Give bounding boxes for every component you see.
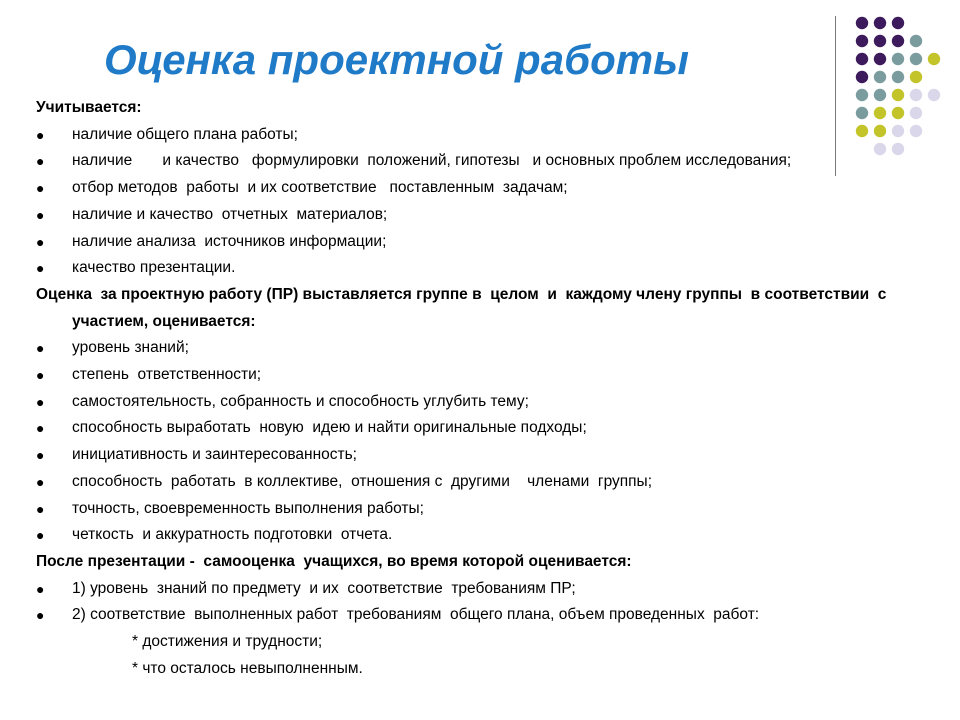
bullet-icon: ● (36, 260, 45, 277)
bullet-icon: ● (36, 233, 45, 250)
decor-dot (856, 71, 868, 83)
decor-dot (874, 71, 886, 83)
decor-dot (892, 53, 904, 65)
list-item: ● наличие и качество формулировки положений, гипотезы и основных проблем исследования; (36, 148, 848, 175)
bullet-icon: ● (36, 126, 45, 143)
slide-body (36, 95, 926, 682)
sub-item: * достижения и трудности; (132, 633, 323, 651)
bullet-icon: ● (36, 367, 45, 384)
decor-dot (856, 17, 868, 29)
decor-dot (910, 35, 922, 47)
page-title: Оценка проектной работы (104, 36, 689, 83)
list-item: ● способность работать в коллективе, отношения с другими членами группы; (36, 469, 926, 496)
decor-dot (874, 53, 886, 65)
decor-dot (892, 17, 904, 29)
bullet-icon: ● (36, 607, 45, 624)
bullet-icon: ● (36, 473, 45, 490)
bullet-icon: ● (36, 447, 45, 464)
decor-dot (856, 35, 868, 47)
bullet-icon: ● (36, 340, 45, 357)
decor-dot (874, 17, 886, 29)
list-item: ● качество презентации. (36, 255, 926, 282)
list-item: ● способность выработать новую идею и найти оригинальные подходы; (36, 415, 926, 442)
section2-list (36, 335, 926, 549)
section2-heading: Оценка за проектную работу (ПР) выставляется группе в целом и каждому члену группы в соответствии с участием, оценивается: (36, 285, 891, 330)
list-item: ● инициативность и заинтересованность; (36, 442, 926, 469)
section1-list (36, 122, 926, 282)
section3-heading: После презентации - самооценка учащихся, во время которой оценивается: (36, 552, 632, 570)
bullet-icon: ● (36, 527, 45, 544)
list-item: ● наличие общего плана работы; (36, 122, 926, 149)
list-item: ● четкость и аккуратность подготовки отчета. (36, 522, 926, 549)
bullet-icon: ● (36, 206, 45, 223)
bullet-icon: ● (36, 500, 45, 517)
bullet-icon: ● (36, 580, 45, 597)
decor-dot (856, 53, 868, 65)
list-item: ● 1) уровень знаний по предмету и их соответствие требованиям ПР; (36, 576, 926, 603)
decor-dot (874, 35, 886, 47)
list-item: ● точность, своевременность выполнения работы; (36, 496, 926, 523)
bullet-icon: ● (36, 153, 45, 170)
decor-dot (892, 35, 904, 47)
list-item: ● уровень знаний; (36, 335, 926, 362)
decor-dot (928, 53, 940, 65)
list-item: ● наличие анализа источников информации; (36, 229, 926, 256)
decor-dot (910, 71, 922, 83)
decor-dot (892, 71, 904, 83)
list-item: ● отбор методов работы и их соответствие поставленным задачам; (36, 175, 926, 202)
bullet-icon: ● (36, 420, 45, 437)
list-item: ● 2) соответствие выполненных работ требованиям общего плана, объем проведенных работ: (36, 602, 926, 629)
list-item: ● самостоятельность, собранность и способность углубить тему; (36, 389, 926, 416)
list-item: ● степень ответственности; (36, 362, 926, 389)
sub-item: * что осталось невыполненным. (132, 659, 363, 677)
section1-heading: Учитывается: (36, 99, 142, 116)
section3-list (36, 576, 926, 683)
list-item: ● наличие и качество отчетных материалов; (36, 202, 926, 229)
bullet-icon: ● (36, 393, 45, 410)
decor-dot (910, 53, 922, 65)
bullet-icon: ● (36, 180, 45, 197)
decor-dot (928, 89, 940, 101)
